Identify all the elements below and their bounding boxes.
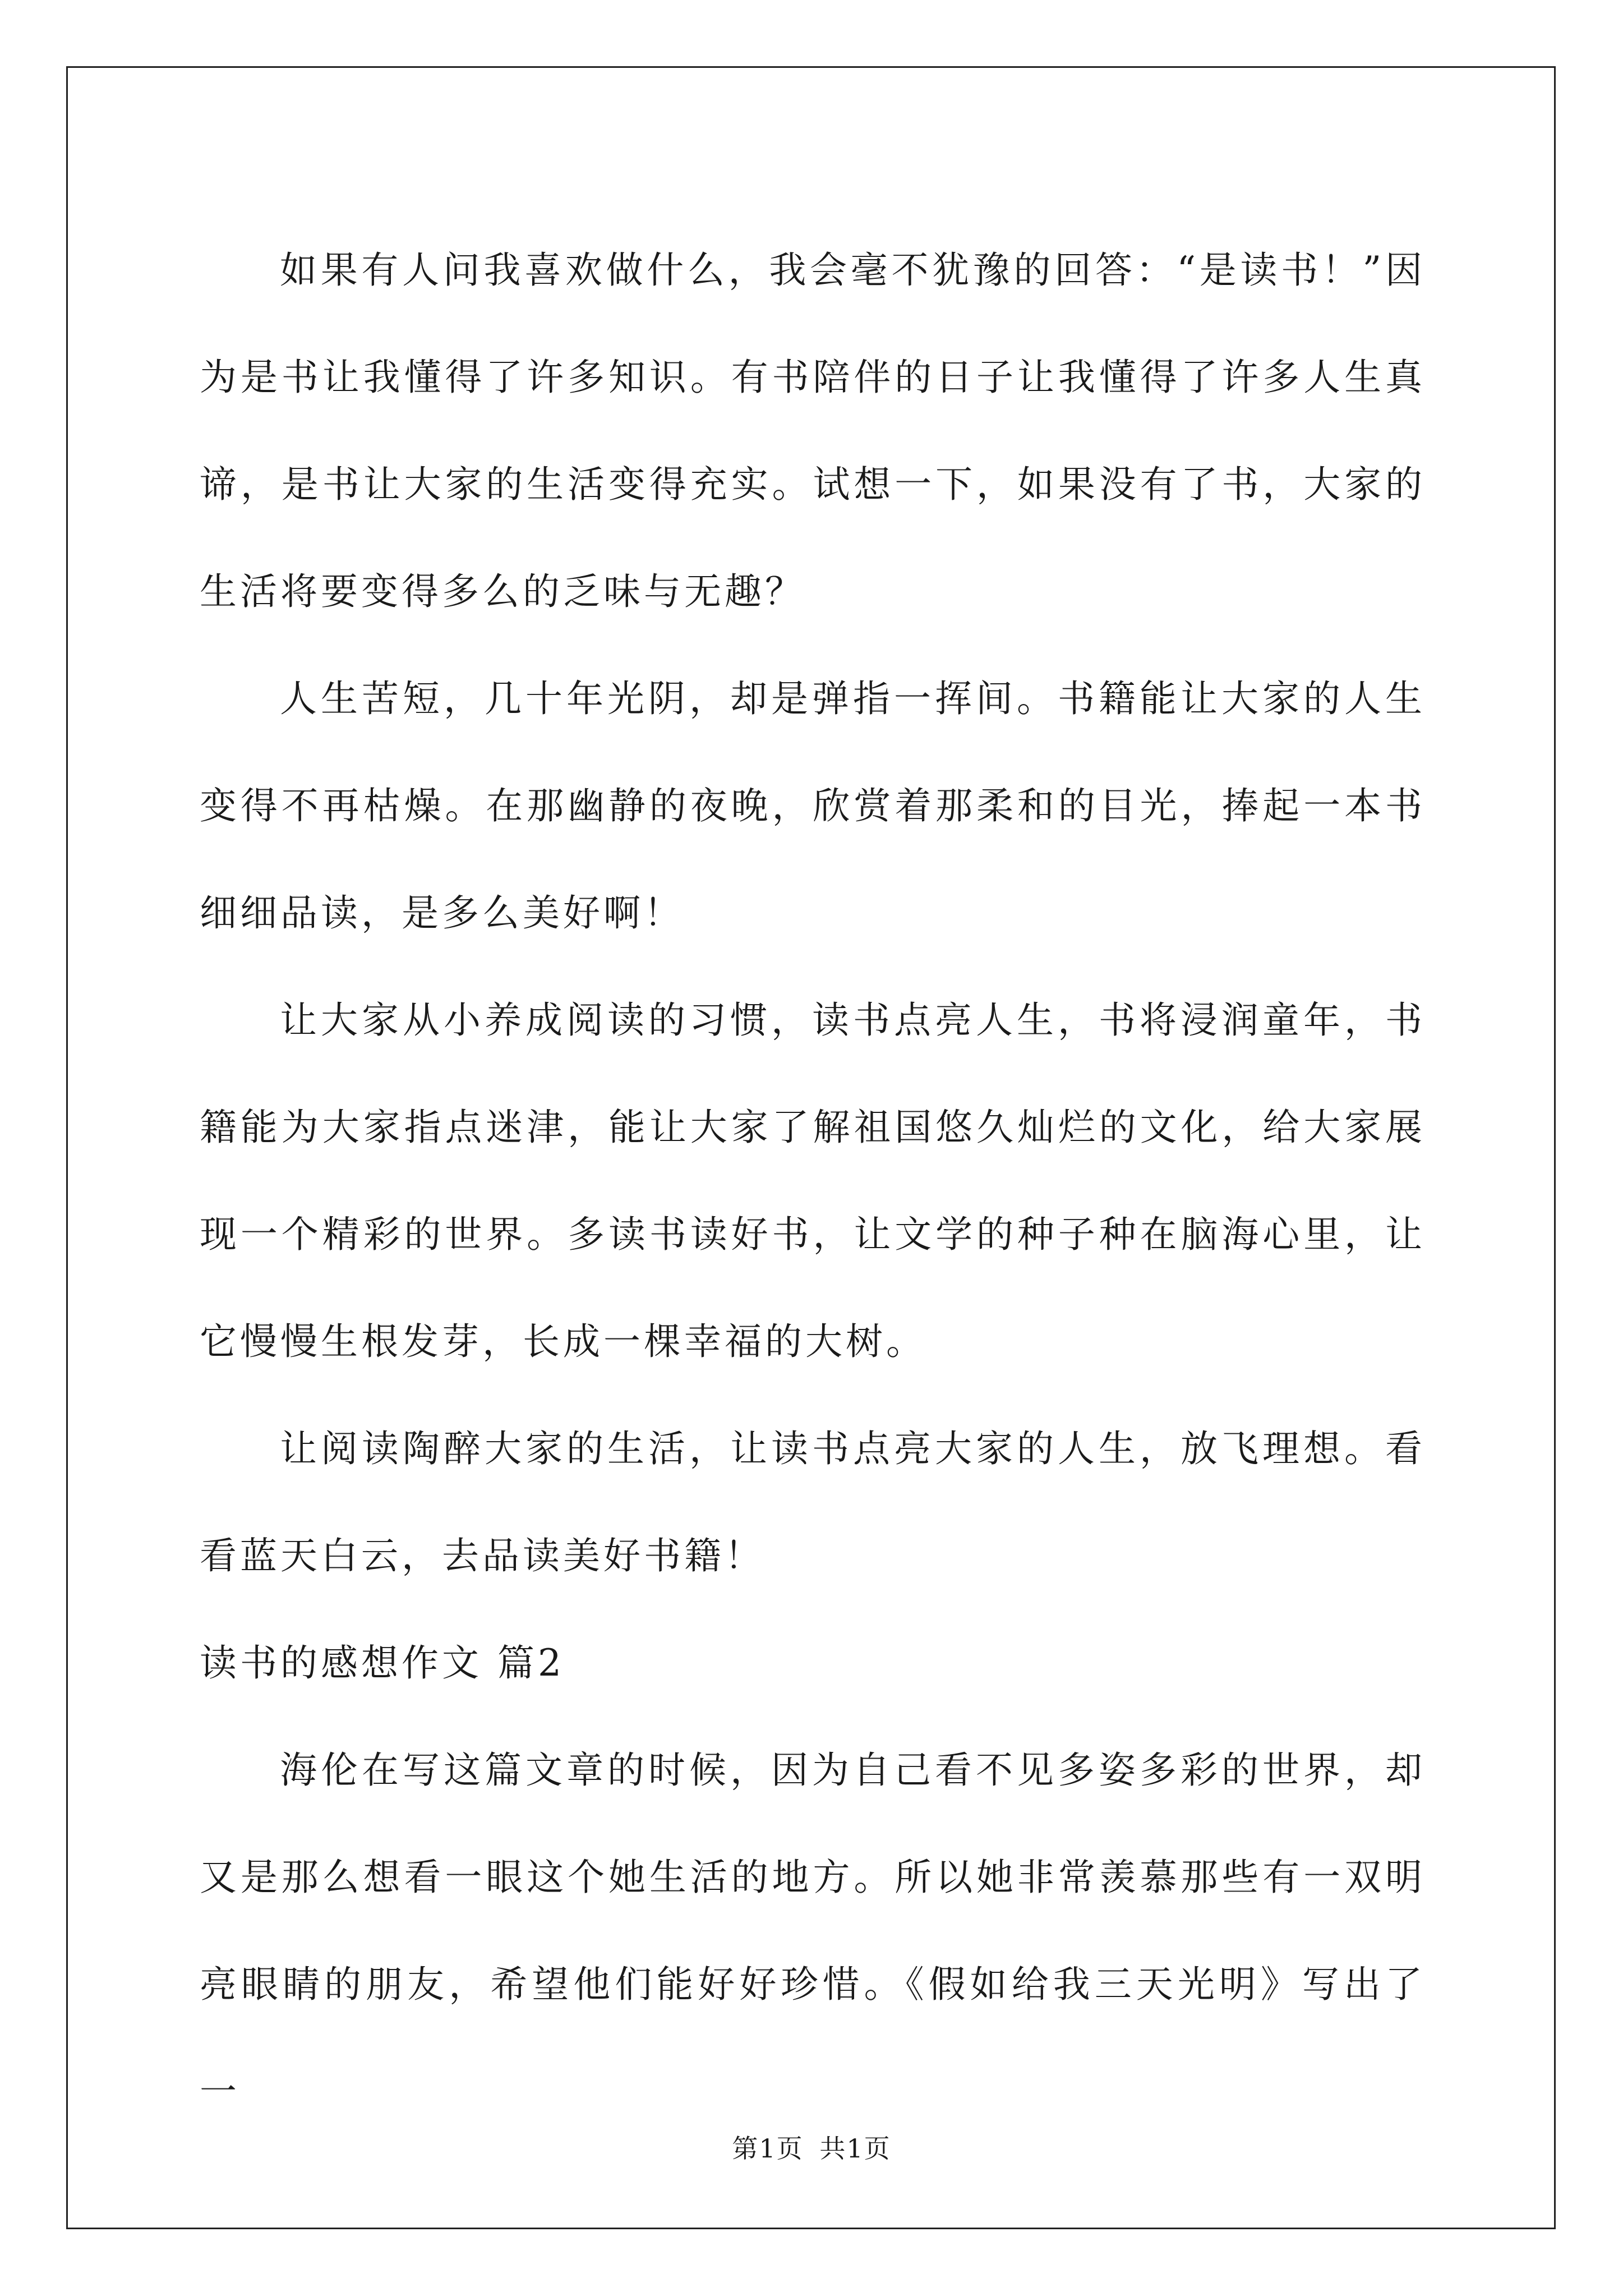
- paragraph-5: 海伦在写这篇文章的时候，因为自己看不见多姿多彩的世界，却又是那么想看一眼这个她生活的地方。所以她非常羡慕那些有一双明亮眼睛的朋友，希望他们能好好珍惜。《假如给我三天光明》写出了一: [200, 1749, 1426, 2113]
- page-number-current: 第1页: [732, 2133, 804, 2164]
- paragraph-2: 人生苦短，几十年光阴，却是弹指一挥间。书籍能让大家的人生变得不再枯燥。在那幽静的夜晚，欣赏着那柔和的目光，捧起一本书细细品读，是多么美好啊！: [200, 677, 1426, 935]
- section-heading: 读书的感想作文 篇2: [200, 1641, 565, 1685]
- paragraph-4: 让阅读陶醉大家的生活，让读书点亮大家的人生，放飞理想。看看蓝天白云，去品读美好书籍！: [200, 1427, 1426, 1577]
- page-number-total: 共1页: [819, 2133, 891, 2164]
- document-body: [200, 217, 1426, 2145]
- paragraph-1: 如果有人问我喜欢做什么，我会毫不犹豫的回答：“是读书！”因为是书让我懂得了许多知识。有书陪伴的日子让我懂得了许多人生真谛，是书让大家的生活变得充实。试想一下，如果没有了书，大家的生活将要变得多么的乏味与无趣？: [200, 249, 1426, 613]
- page-footer: [0, 2132, 1623, 2165]
- paragraph-3: 让大家从小养成阅读的习惯，读书点亮人生，书将浸润童年，书籍能为大家指点迷津，能让大家了解祖国悠久灿烂的文化，给大家展现一个精彩的世界。多读书读好书，让文学的种子种在脑海心里，让它慢慢生根发芽，长成一棵幸福的大树。: [200, 999, 1426, 1363]
